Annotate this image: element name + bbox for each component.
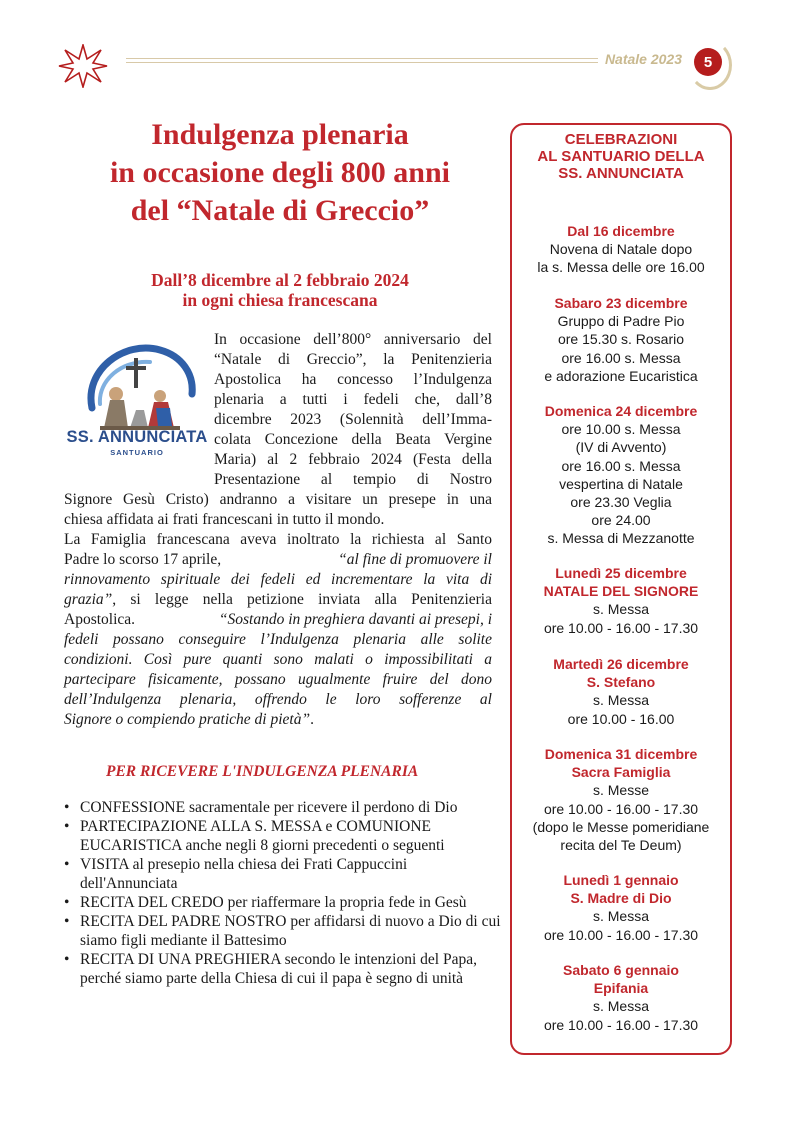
event-date: Sabato 6 gennaio bbox=[563, 962, 679, 978]
quote-line: rinnovamento spirituale dei fedeli ed incrementare la vita di bbox=[64, 571, 492, 588]
quote-text: “al fine di promuovere il bbox=[338, 551, 492, 568]
event-detail: ore 15.30 s. Rosario bbox=[557, 331, 685, 348]
body-line bbox=[64, 551, 492, 569]
article-subtitle bbox=[100, 270, 460, 310]
event-feast: S. Madre di Dio bbox=[570, 890, 672, 907]
quote-text: grazia” bbox=[64, 591, 113, 608]
event-feast: Epifania bbox=[593, 980, 649, 997]
event-detail: ore 16.00 s. Messa bbox=[561, 349, 681, 366]
body-line: plenaria a tutti i fedeli che, dall’8 bbox=[214, 391, 492, 408]
quote-text: “Sostando in preghiera davanti ai presepi, i bbox=[218, 611, 492, 628]
body-line: Presentazione al tempio di Nostro bbox=[214, 471, 492, 488]
body-line bbox=[64, 591, 492, 609]
event-detail: s. Messa bbox=[592, 998, 649, 1015]
body-text: . bbox=[310, 711, 314, 728]
body-line: Apostolica ha concesso l’Indulgenza bbox=[214, 371, 492, 388]
body-line: Signore Gesù Cristo) andranno a visitare un presepe in una bbox=[64, 491, 492, 508]
event-detail: s. Messa bbox=[592, 692, 649, 709]
event-item bbox=[510, 402, 732, 548]
event-detail: (IV di Avvento) bbox=[575, 439, 667, 456]
event-detail: vespertina di Natale bbox=[559, 475, 683, 492]
list-item: • PARTECIPAZIONE ALLA S. MESSA e COMUNIONE EUCARISTICA anche negli 8 giorni precedenti o seguenti bbox=[64, 817, 504, 855]
event-item bbox=[510, 745, 732, 854]
event-detail: ore 10.00 - 16.00 - 17.30 bbox=[543, 1016, 699, 1033]
event-date: Lunedì 25 dicembre bbox=[555, 565, 687, 581]
body-line: In occasione dell’800° anniversario del bbox=[214, 331, 492, 348]
event-feast: Sacra Famiglia bbox=[571, 764, 671, 781]
event-date: Sabaro 23 dicembre bbox=[554, 295, 688, 311]
title-line: Indulgenza plenaria bbox=[151, 118, 409, 151]
event-feast: S. Stefano bbox=[586, 674, 656, 691]
quote-line: fedeli possano conseguire l’Indulgenza plenaria alle solite bbox=[64, 631, 492, 648]
quote-text: Signore o compiendo pratiche di pietà” bbox=[64, 711, 311, 728]
body-text: Apostolica. bbox=[64, 611, 136, 628]
section-heading: PER RICEVERE L'INDULGENZA PLENARIA bbox=[106, 763, 419, 780]
event-detail: (dopo le Messe pomeridiane bbox=[532, 818, 710, 835]
event-item bbox=[510, 294, 732, 385]
logo-subtitle: SANTUARIO bbox=[110, 448, 164, 457]
body-line bbox=[64, 711, 314, 729]
body-line bbox=[64, 611, 492, 629]
requirements-list bbox=[64, 798, 504, 988]
page-number: 5 bbox=[694, 48, 722, 76]
event-item bbox=[510, 564, 732, 637]
event-detail: ore 10.00 - 16.00 - 17.30 bbox=[543, 926, 699, 943]
event-feast: NATALE DEL SIGNORE bbox=[543, 583, 699, 600]
body-line: “Natale di Greccio”, la Penitenzieria bbox=[214, 351, 492, 368]
event-detail: s. Messa bbox=[592, 908, 649, 925]
quote-line: partecipare fisicamente, possano ugualmente fruire del dono bbox=[64, 671, 492, 688]
title-line: in occasione degli 800 anni bbox=[109, 156, 451, 189]
list-item: • RECITA DI UNA PREGHIERA secondo le intenzioni del Papa, perché siamo parte della Chiesa di cui il papa è segno di unità bbox=[64, 950, 504, 988]
event-detail: ore 10.00 - 16.00 bbox=[567, 710, 675, 727]
event-item bbox=[510, 655, 732, 728]
body-line: colata Concezione della Beata Vergine bbox=[214, 431, 492, 448]
body-text: Padre lo scorso 17 aprile, bbox=[64, 551, 222, 568]
logo-name: SS. ANNUNCIATA bbox=[66, 428, 208, 446]
event-detail: la s. Messa delle ore 16.00 bbox=[537, 259, 705, 276]
event-date: Domenica 31 dicembre bbox=[544, 746, 698, 762]
box-title-line: SS. ANNUNCIATA bbox=[558, 165, 684, 182]
event-detail: s. Messa di Mezzanotte bbox=[547, 530, 695, 547]
event-detail: e adorazione Eucaristica bbox=[544, 367, 698, 384]
body-line: Maria) al 2 febbraio 2024 (Festa della bbox=[214, 451, 492, 468]
box-title-line: CELEBRAZIONI bbox=[564, 131, 678, 148]
event-date: Domenica 24 dicembre bbox=[544, 403, 698, 419]
list-item: • RECITA DEL CREDO per riaffermare la propria fede in Gesù bbox=[64, 893, 504, 912]
event-detail: ore 16.00 s. Messa bbox=[561, 457, 681, 474]
event-date: Lunedì 1 gennaio bbox=[563, 872, 679, 888]
subtitle-line: in ogni chiesa francescana bbox=[182, 290, 378, 310]
title-line: del “Natale di Greccio” bbox=[130, 194, 430, 227]
event-date: Martedì 26 dicembre bbox=[553, 656, 689, 672]
event-detail: ore 23.30 Veglia bbox=[570, 494, 672, 511]
body-text: , si legge nella petizione inviata alla Penitenzieria bbox=[112, 591, 492, 608]
quote-line: dell’Indulgenza plenaria, offrendo le loro sofferenze al bbox=[64, 691, 492, 708]
event-detail: ore 10.00 s. Messa bbox=[561, 421, 681, 438]
subtitle-line: Dall’8 dicembre al 2 febbraio 2024 bbox=[151, 270, 409, 290]
header-rule bbox=[126, 58, 598, 68]
event-item bbox=[510, 222, 732, 277]
celebrations-title bbox=[510, 131, 732, 182]
list-item: • VISITA al presepio nella chiesa dei Frati Cappuccini dell'Annunciata bbox=[64, 855, 504, 893]
list-item: • RECITA DEL PADRE NOSTRO per affidarsi di nuovo a Dio di cui siamo figli mediante il Battesimo bbox=[64, 912, 504, 950]
event-detail: s. Messe bbox=[592, 782, 649, 799]
event-item bbox=[510, 871, 732, 944]
article-title bbox=[78, 116, 482, 230]
body-line: dicembre 2023 (Solennità dell’Imma- bbox=[214, 411, 492, 428]
event-detail: Gruppo di Padre Pio bbox=[557, 313, 685, 330]
event-detail: ore 10.00 - 16.00 - 17.30 bbox=[543, 619, 699, 636]
magazine-title: Natale 2023 bbox=[604, 51, 682, 67]
box-title-line: AL SANTUARIO DELLA bbox=[537, 148, 705, 165]
event-detail: s. Messa bbox=[592, 601, 649, 618]
event-item bbox=[510, 961, 732, 1034]
event-date: Dal 16 dicembre bbox=[567, 223, 675, 239]
list-item: • CONFESSIONE sacramentale per ricevere il perdono di Dio bbox=[64, 798, 504, 817]
event-detail: Novena di Natale dopo bbox=[549, 241, 693, 258]
quote-line: condizioni. Così pure quanti sono malati o impossibilitati a bbox=[64, 651, 492, 668]
event-detail: ore 24.00 bbox=[591, 512, 651, 529]
event-detail: recita del Te Deum) bbox=[560, 837, 682, 854]
event-detail: ore 10.00 - 16.00 - 17.30 bbox=[543, 800, 699, 817]
body-line: chiesa affidata ai frati francescani in tutto il mondo. bbox=[64, 511, 385, 528]
body-line: La Famiglia francescana aveva inoltrato la richiesta al Santo bbox=[64, 531, 492, 548]
star-icon bbox=[58, 44, 108, 88]
